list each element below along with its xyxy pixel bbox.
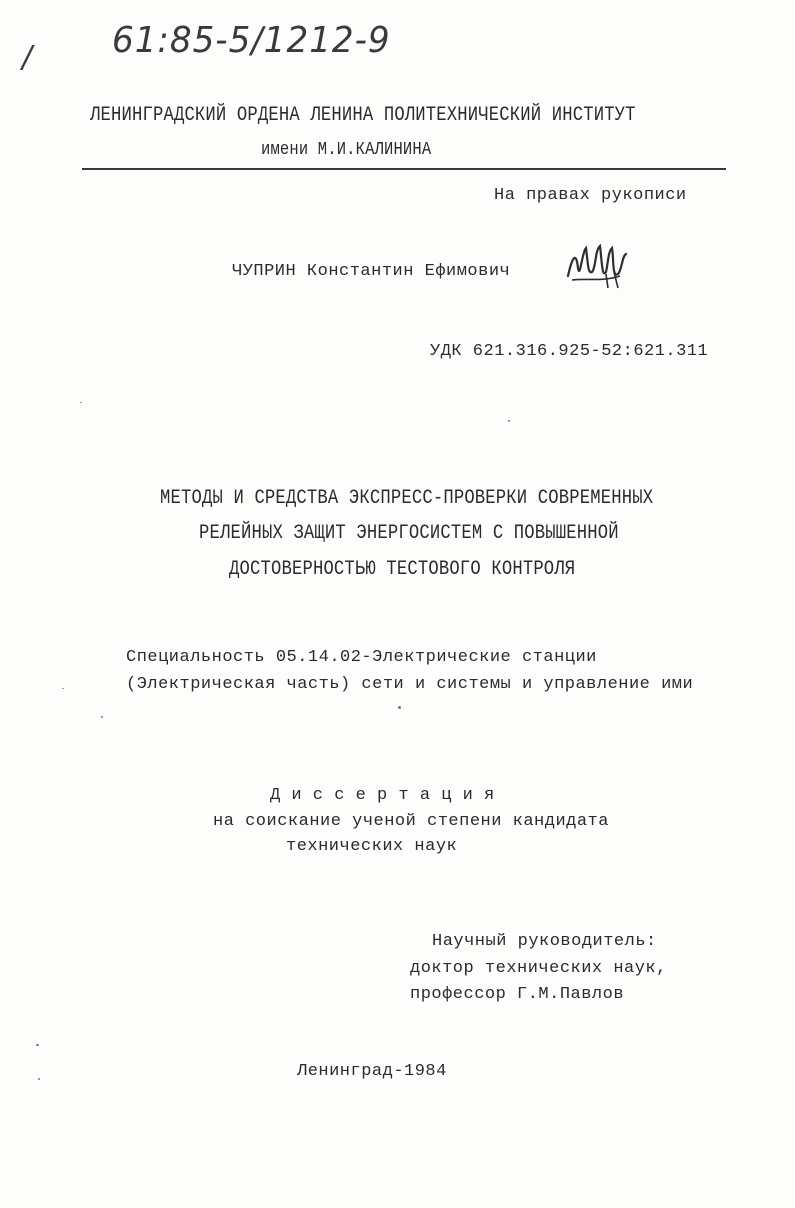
scan-speck: [62, 688, 64, 689]
place-year: Ленинград-1984: [297, 1062, 447, 1081]
title-line-2: РЕЛЕЙНЫХ ЗАЩИТ ЭНЕРГОСИСТЕМ С ПОВЫШЕННОЙ: [199, 522, 619, 545]
archive-mark: 61:85-5/1212-9: [112, 20, 391, 61]
title-line-3: ДОСТОВЕРНОСТЬЮ ТЕСТОВОГО КОНТРОЛЯ: [229, 558, 576, 581]
udc-code: УДК 621.316.925-52:621.311: [430, 342, 709, 361]
specialty-line-1: Специальность 05.14.02-Электрические станции: [126, 648, 597, 667]
signature: [562, 238, 632, 294]
specialty-line-2: (Электрическая часть) сети и системы и управление ими: [126, 675, 694, 694]
degree-line-2: на соискание ученой степени кандидата: [213, 812, 609, 831]
supervisor-label: Научный руководитель:: [432, 932, 657, 951]
scan-speck: [508, 420, 510, 422]
header-divider: [82, 168, 726, 170]
author-name: ЧУПРИН Константин Ефимович: [232, 262, 511, 281]
scan-speck: [398, 706, 401, 709]
scan-speck: [36, 1044, 39, 1046]
degree-line-3: технических наук: [286, 837, 458, 856]
degree-heading: Д и с с е р т а ц и я: [270, 786, 495, 805]
supervisor-degree: доктор технических наук,: [410, 959, 667, 978]
margin-mark: /: [22, 40, 34, 75]
institute-name: ЛЕНИНГРАДСКИЙ ОРДЕНА ЛЕНИНА ПОЛИТЕХНИЧЕСКИЙ ИНСТИТУТ: [90, 104, 636, 127]
scan-speck: [38, 1078, 40, 1080]
supervisor-name: профессор Г.М.Павлов: [410, 985, 625, 1004]
manuscript-note: На правах рукописи: [494, 186, 687, 205]
scan-speck: [80, 402, 82, 403]
scan-speck: [101, 716, 103, 718]
title-line-1: МЕТОДЫ И СРЕДСТВА ЭКСПРЕСС-ПРОВЕРКИ СОВРЕМЕННЫХ: [160, 487, 654, 510]
institute-subtitle: имени М.И.КАЛИНИНА: [261, 140, 432, 160]
